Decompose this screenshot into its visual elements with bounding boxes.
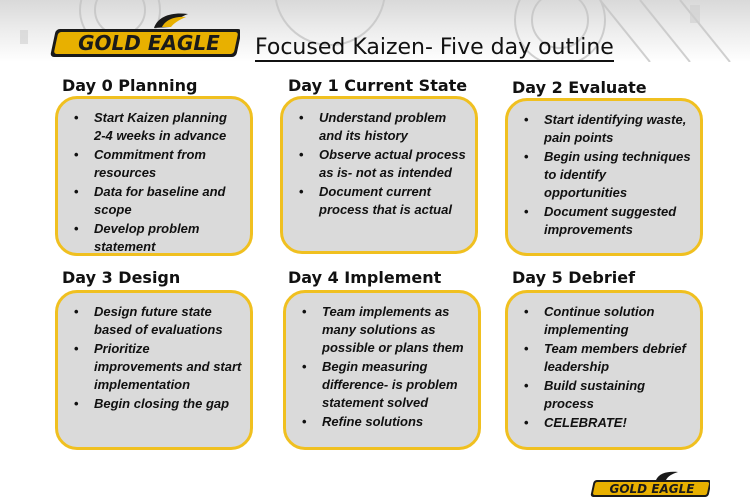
- list-item: • Develop problem statement: [74, 221, 200, 254]
- gold-eagle-logo: [50, 10, 240, 60]
- day-4-heading: Day 4 Implement: [288, 268, 442, 287]
- day-2-card: [505, 98, 703, 256]
- day-1-card: [280, 96, 478, 254]
- list-item: • Begin measuring difference- is problem statement solved: [302, 359, 458, 410]
- list-item: • Begin closing the gap: [74, 396, 230, 411]
- footer-gold-eagle-logo: [590, 470, 710, 498]
- day-0-heading: Day 0 Planning: [62, 76, 198, 95]
- page-title: Focused Kaizen- Five day outline: [255, 35, 614, 60]
- day-0-card: [55, 96, 253, 256]
- list-item: • Design future state based of evaluations: [74, 304, 223, 337]
- logo-text: GOLD EAGLE: [78, 31, 220, 55]
- list-item: • Document current process that is actual: [299, 184, 452, 217]
- list-item: • Build sustaining process: [524, 378, 646, 411]
- list-item: • Commitment from resources: [74, 147, 206, 180]
- list-item: • Document suggested improvements: [524, 204, 677, 237]
- day-5-heading: Day 5 Debrief: [512, 268, 636, 287]
- day-5-card: [505, 290, 703, 450]
- list-item: • Start Kaizen planning 2-4 weeks in advance: [74, 110, 227, 143]
- list-item: • Team implements as many solutions as possible or plans them: [302, 304, 464, 355]
- list-item: • Understand problem and its history: [299, 110, 447, 143]
- list-item: • CELEBRATE!: [524, 415, 627, 430]
- day-4-card: [283, 290, 481, 450]
- list-item: • Observe actual process as is- not as intended: [299, 147, 466, 180]
- list-item: • Team members debrief leadership: [524, 341, 686, 374]
- list-item: • Start identifying waste, pain points: [524, 112, 687, 145]
- footer-logo-text: GOLD EAGLE: [609, 482, 695, 496]
- day-1-heading: Day 1 Current State: [288, 76, 468, 95]
- list-item: • Prioritize improvements and start implementation: [74, 341, 242, 392]
- list-item: • Data for baseline and scope: [74, 184, 226, 217]
- list-item: • Continue solution implementing: [524, 304, 655, 337]
- day-2-heading: Day 2 Evaluate: [512, 78, 647, 97]
- list-item: • Refine solutions: [302, 414, 424, 429]
- list-item: • Begin using techniques to identify opportunities: [524, 149, 691, 200]
- day-3-heading: Day 3 Design: [62, 268, 181, 287]
- day-3-card: [55, 290, 253, 450]
